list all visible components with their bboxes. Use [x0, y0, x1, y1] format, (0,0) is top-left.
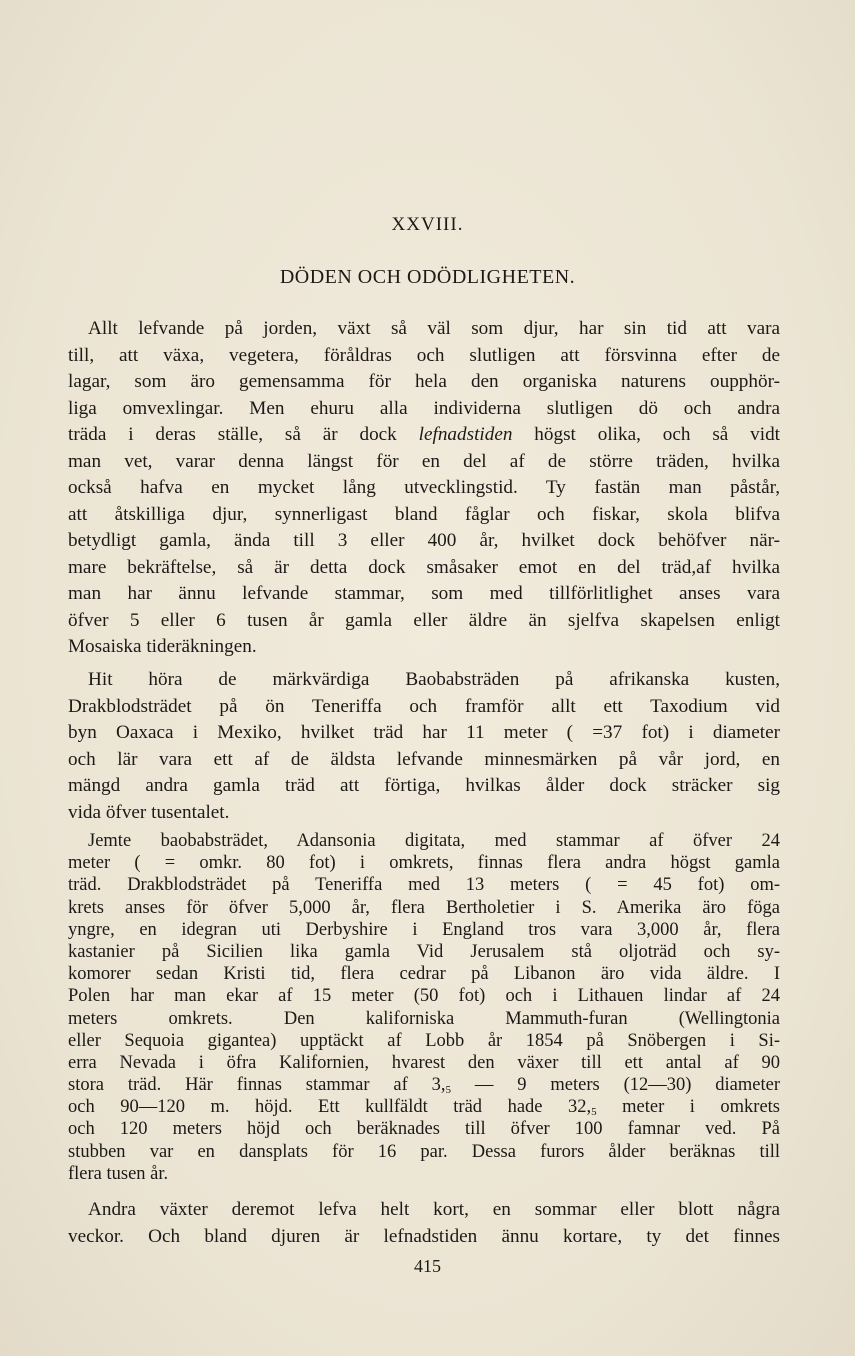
subscript: 5: [445, 1084, 451, 1097]
text-line: Allt lefvande på jorden, växt så väl som djur, har sin tid att vara: [88, 318, 780, 339]
text-line: Hit höra de märkvärdiga Baobabsträden på afrikanska kusten,: [88, 669, 780, 690]
text-line: att åtskilliga djur, synnerligast bland fåglar och fiskar, skola blifva: [68, 503, 780, 525]
paragraph-4: [68, 1197, 780, 1250]
text-line: meters omkrets. Den kaliforniska Mammuth-furan (Wellingtonia: [68, 1008, 780, 1029]
text-line: också hafva en mycket lång utvecklingstid. Ty fastän man påstår,: [68, 477, 780, 498]
text-line: komorer sedan Kristi tid, flera cedrar på Libanon äro vida äldre. I: [68, 964, 780, 985]
text-line: mare bekräftelse, så är detta dock småsaker emot en del träd,af hvilka: [68, 556, 780, 578]
text-line: yngre, en idegran uti Derbyshire i England tros vara 3,000 år, flera: [68, 919, 780, 940]
text-line: Mosaiska tideräkningen.: [68, 636, 257, 657]
paragraph-2: [68, 667, 780, 826]
text-line: veckor. Och bland djuren är lefnadstiden ännu kortare, ty det finnes: [68, 1225, 780, 1247]
page-number: 415: [414, 1256, 441, 1276]
chapter-number: XXVIII.: [391, 214, 464, 235]
text-line: betydligt gamla, ända till 3 eller 400 år, hvilket dock behöfver när-: [68, 530, 780, 551]
text-line: Jemte baobabsträdet, Adansonia digitata, med stammar af öfver 24: [88, 831, 780, 851]
text-line: till, att växa, vegetera, föråldras och slutligen att försvinna efter de: [68, 344, 780, 366]
text-line: krets anses för öfver 5,000 år, flera Bertholetier i S. Amerika äro föga: [68, 897, 780, 918]
text-line: vida öfver tusentalet.: [68, 801, 230, 823]
text-line: Drakblodsträdet på ön Teneriffa och framför allt ett Taxodium vid: [68, 695, 780, 717]
text-line: och 90—120 m. höjd. Ett kullfäldt träd hade $32,_5$ meter i omkrets: [68, 1097, 780, 1119]
paragraph-1: [68, 316, 780, 661]
subscript: 5: [591, 1106, 597, 1119]
text-line: och lär vara ett af de äldsta lefvande minnesmärken på vår jord, en: [68, 748, 780, 770]
text-line: öfver 5 eller 6 tusen år gamla eller äldre än sjelfva skapelsen enligt: [68, 609, 780, 631]
chapter-title: DÖDEN OCH ODÖDLIGHETEN.: [279, 266, 576, 288]
text-line: lagar, som äro gemensamma för hela den organiska naturens oupphör-: [68, 371, 780, 392]
italic-term: lefnadstiden: [418, 424, 513, 445]
text-line: meter ( = omkr. 80 fot) i omkrets, finnas flera andra högst gamla: [68, 853, 780, 874]
paragraph-3-small-print: [68, 830, 780, 1185]
text-line: träd. Drakblodsträdet på Teneriffa med 13 meters ( = 45 fot) om-: [68, 875, 780, 896]
text-line: byn Oaxaca i Mexiko, hvilket träd har 11 meter ( =37 fot) i diameter: [68, 722, 780, 743]
text-line: liga omvexlingar. Men ehuru alla individerna slutligen dö och andra: [68, 397, 780, 419]
text-line: Andra växter deremot lefva helt kort, en sommar eller blott några: [88, 1199, 780, 1220]
text-line: stubben var en dansplats för 16 par. Dessa furors ålder beräknas till: [68, 1141, 780, 1162]
text-line: man har ännu lefvande stammar, som med tillförlitlighet anses vara: [68, 583, 780, 604]
text-line: mängd andra gamla träd att förtiga, hvilkas ålder dock sträcker sig: [68, 775, 780, 796]
text-line: stora träd. Här finnas stammar af $3,_5$ — 9 meters (12—30) diameter: [68, 1075, 780, 1097]
text-line: kastanier på Sicilien lika gamla Vid Jerusalem stå oljoträd och sy-: [68, 941, 780, 962]
text-line: eller Sequoia gigantea) upptäckt af Lobb år 1854 på Snöbergen i Si-: [68, 1030, 780, 1051]
text-line: och 120 meters höjd och beräknades till öfver 100 famnar ved. På: [68, 1119, 780, 1140]
text-line: flera tusen år.: [68, 1163, 169, 1184]
text-line: man vet, varar denna längst för en del af de större träden, hvilka: [68, 450, 780, 472]
text-line: erra Nevada i öfra Kalifornien, hvarest den växer till ett antal af 90: [68, 1052, 780, 1073]
text-line: Polen har man ekar af 15 meter (50 fot) och i Lithauen lindar af 24: [68, 986, 780, 1007]
text-line: träda i deras ställe, så är dock lefnadstiden högst olika, och så vidt: [68, 424, 780, 445]
